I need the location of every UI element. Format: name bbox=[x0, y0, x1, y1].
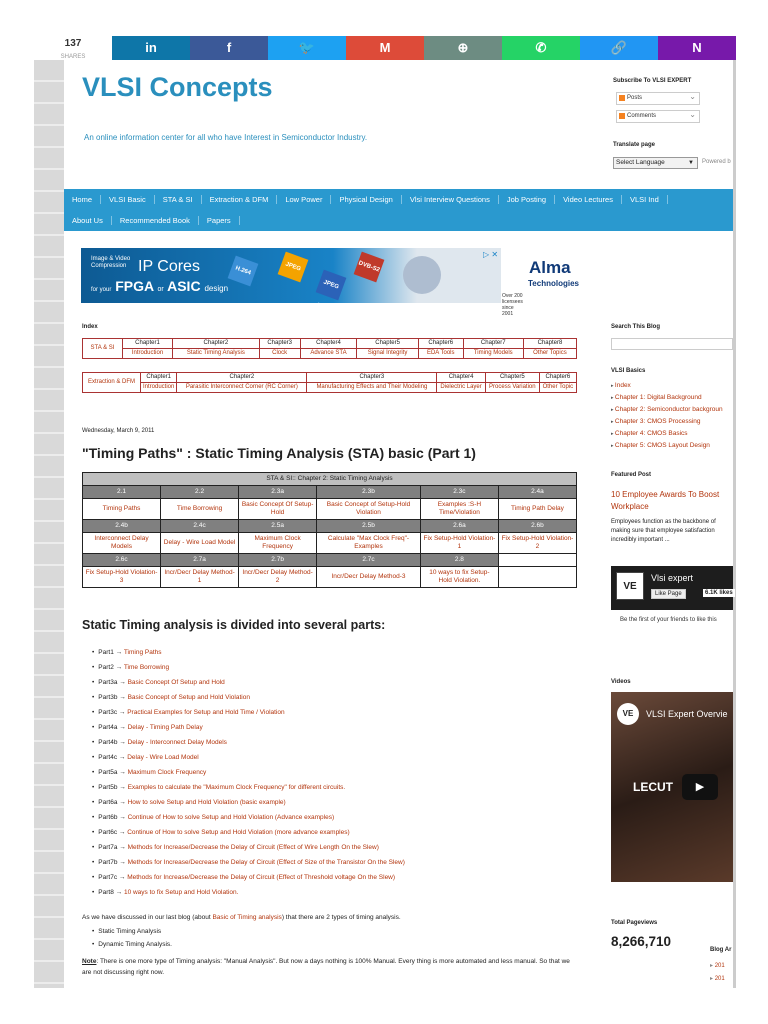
nav-item[interactable]: Physical Design bbox=[331, 195, 401, 204]
part-link[interactable]: 10 ways to fix Setup and Hold Violation. bbox=[123, 889, 239, 896]
videos-heading: Videos bbox=[611, 679, 631, 685]
fb-like-button[interactable]: Like Page bbox=[651, 589, 686, 599]
search-heading: Search This Blog bbox=[611, 324, 661, 330]
index-link[interactable]: Advance STA bbox=[300, 349, 357, 359]
left-gutter bbox=[34, 60, 64, 988]
chapter-link[interactable]: Interconnect Delay Models bbox=[83, 533, 161, 554]
chapter-number bbox=[498, 554, 576, 567]
part-item: • Part6b → Continue of How to solve Setup and Hold Violation (Advance examples) bbox=[92, 813, 405, 828]
part-link[interactable]: Methods for Increase/Decrease the Delay of Circuit (Effect of Threshold voltage On the Slew) bbox=[127, 874, 396, 881]
index-link[interactable]: Introduction bbox=[123, 349, 173, 359]
part-item: • Part6c → Continue of How to solve Setup and Hold Violation (more advance examples) bbox=[92, 828, 405, 843]
archive-list bbox=[710, 962, 725, 988]
chapter-number: 2.5a bbox=[239, 520, 317, 533]
index-link[interactable]: Static Timing Analysis bbox=[173, 349, 260, 359]
fb-like-count: 6.1K likes bbox=[705, 590, 733, 596]
onenote-share-icon[interactable]: N bbox=[658, 36, 736, 60]
chapter-number: 2.7c bbox=[317, 554, 421, 567]
nav-item[interactable]: Home bbox=[64, 195, 101, 204]
part-item: • Part5b → Examples to calculate the "Maximum Clock Frequency" for different circuits. bbox=[92, 783, 405, 798]
chapter-link[interactable]: Incr/Decr Delay Method-3 bbox=[317, 567, 421, 588]
basics-link[interactable]: ▸ Index bbox=[611, 382, 723, 394]
part-item: • Part6a → How to solve Setup and Hold Violation (basic example) bbox=[92, 798, 405, 813]
share-count: 137 SHARES bbox=[60, 38, 86, 60]
chapter-number: 2.3a bbox=[239, 486, 317, 499]
part-link[interactable]: Maximum Clock Frequency bbox=[127, 769, 207, 776]
part-item: • Part4c → Delay - Wire Load Model bbox=[92, 753, 405, 768]
nav-item[interactable]: Extraction & DFM bbox=[202, 195, 278, 204]
chapter-number: 2.2 bbox=[161, 486, 239, 499]
part-link[interactable]: Timing Paths bbox=[123, 649, 162, 656]
ad-chip: DVB-S2 bbox=[354, 252, 385, 283]
part-link[interactable]: How to solve Setup and Hold Violation (basic example) bbox=[127, 799, 286, 806]
index-row-label[interactable]: STA & SI bbox=[83, 339, 123, 359]
chapter-number: 2.4c bbox=[161, 520, 239, 533]
nav-item[interactable]: VLSI Ind bbox=[622, 195, 668, 204]
ad-alma: Alma bbox=[529, 258, 571, 277]
subscribe-comments-dropdown[interactable]: Comments ⌄ bbox=[616, 110, 700, 123]
part-link[interactable]: Delay - Interconnect Delay Models bbox=[127, 739, 227, 746]
index-link[interactable]: Manufacturing Effects and Their Modeling bbox=[307, 383, 437, 393]
part-item: • Part3a → Basic Concept Of Setup and Hold bbox=[92, 678, 405, 693]
post-date: Wednesday, March 9, 2011 bbox=[82, 428, 155, 434]
fb-friends-text: Be the first of your friends to like this bbox=[620, 617, 717, 623]
chapter-number: 2.3c bbox=[420, 486, 498, 499]
part-item: • Part4a → Delay - Timing Path Delay bbox=[92, 723, 405, 738]
chapter-number: 2.7b bbox=[239, 554, 317, 567]
chapter-link[interactable]: Incr/Decr Delay Method-1 bbox=[161, 567, 239, 588]
gmail-share-icon[interactable]: M bbox=[346, 36, 424, 60]
ad-chip: JPEG 2000 bbox=[316, 270, 347, 301]
part-link[interactable]: Practical Examples for Setup and Hold Time / Violation bbox=[127, 709, 285, 716]
featured-heading: Featured Post bbox=[611, 472, 652, 478]
featured-post-desc: Employees function as the backbone of making sure that employee satisfaction incredibly important ... bbox=[611, 519, 716, 543]
chapter-link[interactable]: Timing Path Delay bbox=[498, 499, 576, 520]
index-link[interactable]: Signal Integrity bbox=[357, 349, 419, 359]
chapter-link[interactable]: Calculate "Max Clock Freq"- Examples bbox=[317, 533, 421, 554]
ad-chip: H.264 bbox=[228, 256, 259, 287]
linkedin-share-icon[interactable]: in bbox=[112, 36, 190, 60]
play-icon[interactable]: ▶ bbox=[682, 774, 718, 800]
archive-year[interactable]: ▸ 201 bbox=[710, 962, 725, 975]
basic-timing-link[interactable]: Basic of Timing analysis bbox=[212, 914, 282, 921]
part-item: • Part8 → 10 ways to fix Setup and Hold Violation. bbox=[92, 888, 405, 903]
basics-link[interactable]: ▸ Chapter 1: Digital Background bbox=[611, 394, 723, 406]
chapter-link[interactable]: Fix Setup-Hold Violation-1 bbox=[420, 533, 498, 554]
part-item: • Part3c → Practical Examples for Setup and Hold Time / Violation bbox=[92, 708, 405, 723]
chapter-link[interactable]: 10 ways to fix Setup-Hold Violation. bbox=[420, 567, 498, 588]
pageviews-heading: Total Pageviews bbox=[611, 920, 658, 926]
nav-item[interactable]: Job Posting bbox=[499, 195, 555, 204]
index-heading: Index bbox=[82, 324, 98, 330]
note-paragraph: Note: There is one more type of Timing analysis: "Manual Analysis". But now a days nothing is 100% Manual. Every thing is more automated and less manual. So that we are not discussing right now. bbox=[82, 958, 570, 976]
nav-item[interactable]: Recommended Book bbox=[112, 216, 199, 225]
chapter-link[interactable]: Time Borrowing bbox=[161, 499, 239, 520]
chapter-number: 2.4a bbox=[498, 486, 576, 499]
parts-list bbox=[92, 648, 405, 903]
nav-item[interactable]: Vlsi Interview Questions bbox=[402, 195, 499, 204]
list-item: • Static Timing Analysis bbox=[92, 928, 172, 941]
chapter-link[interactable]: Incr/Decr Delay Method-2 bbox=[239, 567, 317, 588]
vlsi-expert-logo: VE bbox=[616, 572, 644, 600]
whatsapp-share-icon[interactable]: ✆ bbox=[502, 36, 580, 60]
ad-banner[interactable]: Image & Video Compression IP Cores for your FPGA or ASIC design H.264 JPEG JPEG 2000 DVB-S2 Alma Technologies Over 200 licensees since 2001 bbox=[81, 248, 501, 303]
part-item: • Part1 → Timing Paths bbox=[92, 648, 405, 663]
chapter-link[interactable]: Examples :S-H Time/Violation bbox=[420, 499, 498, 520]
blog-title[interactable]: VLSI Concepts bbox=[82, 72, 273, 102]
copylink-share-icon[interactable]: 🔗 bbox=[580, 36, 658, 60]
featured-post-link[interactable]: 10 Employee Awards To Boost Workplace bbox=[611, 490, 720, 511]
pageviews-count: 8,266,710 bbox=[611, 934, 672, 949]
archive-year[interactable]: ▸ 201 bbox=[710, 975, 725, 988]
fb-page-name[interactable]: Vlsi expert bbox=[651, 573, 694, 583]
nav-item[interactable]: Papers bbox=[199, 216, 240, 225]
blog-description: An online information center for all who have Interest in Semiconductor Industry. bbox=[84, 133, 368, 142]
basics-link[interactable]: ▸ Chapter 2: Semiconductor backgroun bbox=[611, 406, 723, 418]
reddit-share-icon[interactable]: ⊕ bbox=[424, 36, 502, 60]
part-link[interactable]: Continue of How to solve Setup and Hold Violation (more advance examples) bbox=[127, 829, 350, 836]
part-link[interactable]: Continue of How to solve Setup and Hold Violation (Advance examples) bbox=[127, 814, 335, 821]
right-border bbox=[733, 60, 736, 988]
chapter-link[interactable] bbox=[498, 567, 576, 588]
index-link[interactable]: EDA Tools bbox=[418, 349, 463, 359]
part-item: • Part7c → Methods for Increase/Decrease the Delay of Circuit (Effect of Threshold voltage On the Slew) bbox=[92, 873, 405, 888]
section-heading: Static Timing analysis is divided into several parts: bbox=[82, 618, 386, 632]
index-link[interactable]: Timing Models bbox=[463, 349, 523, 359]
nav-item[interactable]: About Us bbox=[64, 216, 112, 225]
nav-item[interactable]: STA & SI bbox=[155, 195, 202, 204]
list-item: • Dynamic Timing Analysis. bbox=[92, 941, 172, 954]
index-link[interactable]: Dielectric Layer bbox=[437, 383, 485, 393]
part-link[interactable]: Time Borrowing bbox=[123, 664, 170, 671]
chapter-link[interactable]: Delay - Wire Load Model bbox=[161, 533, 239, 554]
basics-link[interactable]: ▸ Chapter 3: CMOS Processing bbox=[611, 418, 723, 430]
nav-item[interactable]: Low Power bbox=[277, 195, 331, 204]
language-select[interactable]: Select Language ▼ bbox=[613, 157, 698, 169]
facebook-share-icon[interactable]: f bbox=[190, 36, 268, 60]
sta-chapter-table bbox=[82, 472, 577, 588]
index-table-sta: STA & SI Chapter1 Chapter2 Chapter3 Chapter4 Chapter5 Chapter6 Chapter7 Chapter8 Introduction Static Timing Analysis Clock Advance STA Signal Integrity EDA Tools Timing Models Other Topics bbox=[82, 338, 577, 359]
part-link[interactable]: Delay - Timing Path Delay bbox=[127, 724, 203, 731]
index-table-dfm: Extraction & DFM Chapter1 Chapter2 Chapter3 Chapter4 Chapter5 Chapter6 Introduction Parasitic Interconnect Corner (RC Corner) Manufacturing Effects and Their Modeling Dielectric Layer Process Variation Other Topic bbox=[82, 372, 577, 393]
chapter-number: 2.7a bbox=[161, 554, 239, 567]
index-link[interactable]: Clock bbox=[259, 349, 300, 359]
chapter-link[interactable]: Fix Setup-Hold Violation-2 bbox=[498, 533, 576, 554]
chapter-number: 2.5b bbox=[317, 520, 421, 533]
chapter-number: 2.8 bbox=[420, 554, 498, 567]
part-item: • Part3b → Basic Concept of Setup and Hold Violation bbox=[92, 693, 405, 708]
archive-heading: Blog Ar bbox=[710, 947, 732, 953]
twitter-share-icon[interactable]: 🐦 bbox=[268, 36, 346, 60]
part-link[interactable]: Methods for Increase/Decrease the Delay of Circuit (Effect of Wire Length On the Slew) bbox=[127, 844, 379, 851]
index-link[interactable]: Other Topic bbox=[539, 383, 576, 393]
chapter-link[interactable]: Fix Setup-Hold Violation-3 bbox=[83, 567, 161, 588]
index-link[interactable]: Parasitic Interconnect Corner (RC Corner) bbox=[177, 383, 307, 393]
basics-link[interactable]: ▸ Chapter 5: CMOS Layout Design bbox=[611, 442, 723, 454]
part-item: • Part7a → Methods for Increase/Decrease the Delay of Circuit (Effect of Wire Length On the Slew) bbox=[92, 843, 405, 858]
chapter-number: 2.6b bbox=[498, 520, 576, 533]
video-title[interactable]: VLSI Expert Overvie bbox=[646, 709, 728, 719]
chapter-number: 2.6c bbox=[83, 554, 161, 567]
basics-list bbox=[611, 382, 723, 454]
index-link[interactable]: Introduction bbox=[141, 383, 177, 393]
ad-ip-cores: IP Cores bbox=[138, 258, 200, 275]
sta-table-caption: STA & SI:: Chapter 2: Static Timing Analysis bbox=[83, 473, 577, 486]
index-link[interactable]: Other Topics bbox=[523, 349, 576, 359]
part-link[interactable]: Examples to calculate the "Maximum Clock Frequency" for different circuits. bbox=[127, 784, 346, 791]
index-link[interactable]: Process Variation bbox=[485, 383, 539, 393]
chapter-number: 2.3b bbox=[317, 486, 421, 499]
main-nav bbox=[64, 189, 733, 231]
nav-item[interactable]: Video Lectures bbox=[555, 195, 622, 204]
part-link[interactable]: Basic Concept Of Setup and Hold bbox=[127, 679, 225, 686]
part-item: • Part7b → Methods for Increase/Decrease the Delay of Circuit (Effect of Size of the Transistor On the Slew) bbox=[92, 858, 405, 873]
ad-graphic bbox=[403, 256, 441, 294]
chapter-link[interactable]: Maximum Clock Frequency bbox=[239, 533, 317, 554]
share-bar bbox=[34, 36, 736, 60]
chapter-number: 2.1 bbox=[83, 486, 161, 499]
ad-chip: JPEG bbox=[278, 252, 309, 283]
paragraph: As we have discussed in our last blog (about Basic of Timing analysis) that there are 2 types of timing analysis. bbox=[82, 914, 401, 921]
video-overlay-text: LECUT bbox=[633, 780, 673, 794]
basics-link[interactable]: ▸ Chapter 4: CMOS Basics bbox=[611, 430, 723, 442]
part-link[interactable]: Delay - Wire Load Model bbox=[127, 754, 199, 761]
analysis-types-list bbox=[92, 928, 172, 954]
chapter-link[interactable]: Basic Concept Of Setup-Hold bbox=[239, 499, 317, 520]
translate-heading: Translate page bbox=[613, 142, 656, 148]
part-item: • Part2 → Time Borrowing bbox=[92, 663, 405, 678]
chapter-link[interactable]: Timing Paths bbox=[83, 499, 161, 520]
subscribe-heading: Subscribe To VLSI EXPERT bbox=[613, 78, 692, 84]
subscribe-posts-dropdown[interactable]: Posts ⌄ bbox=[616, 92, 700, 105]
part-item: • Part4b → Delay - Interconnect Delay Models bbox=[92, 738, 405, 753]
chapter-number: 2.4b bbox=[83, 520, 161, 533]
nav-item[interactable]: VLSI Basic bbox=[101, 195, 155, 204]
video-channel-logo: VE bbox=[617, 703, 639, 725]
part-link[interactable]: Basic Concept of Setup and Hold Violation bbox=[127, 694, 250, 701]
basics-heading: VLSI Basics bbox=[611, 368, 646, 374]
chapter-number: 2.6a bbox=[420, 520, 498, 533]
index-row-label[interactable]: Extraction & DFM bbox=[83, 373, 141, 393]
part-link[interactable]: Methods for Increase/Decrease the Delay of Circuit (Effect of Size of the Transistor On the Slew) bbox=[127, 859, 405, 866]
powered-by: Powered b bbox=[702, 159, 731, 165]
post-title[interactable]: "Timing Paths" : Static Timing Analysis (STA) basic (Part 1) bbox=[82, 445, 476, 461]
ad-close-icon[interactable]: ▷ ✕ bbox=[483, 250, 499, 259]
part-item: • Part5a → Maximum Clock Frequency bbox=[92, 768, 405, 783]
search-input[interactable] bbox=[611, 338, 733, 350]
chapter-link[interactable]: Basic Concept of Setup-Hold Violation bbox=[317, 499, 421, 520]
